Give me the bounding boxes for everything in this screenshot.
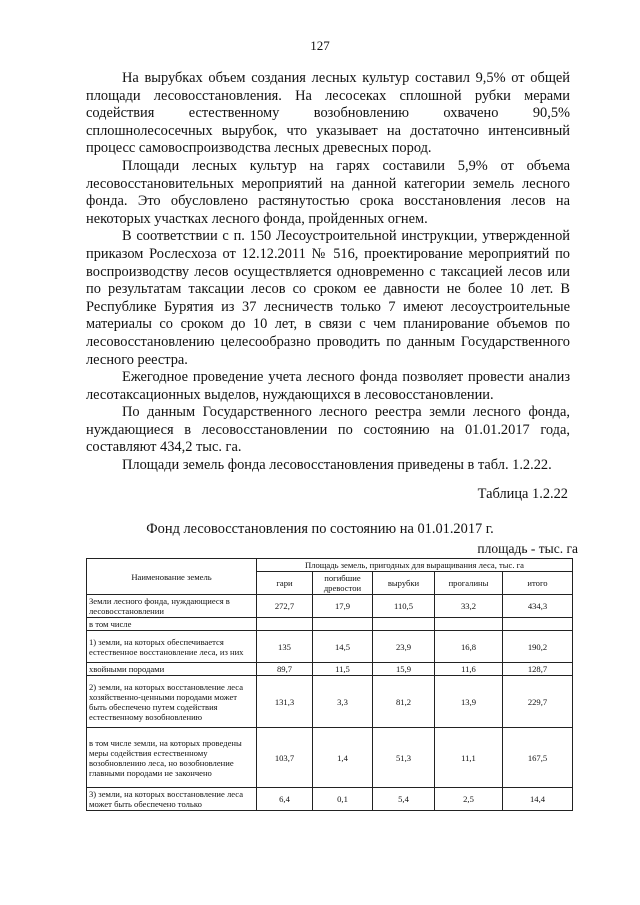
- header-col-glades: прогалины: [435, 572, 503, 595]
- cell-glades: 16,8: [435, 631, 503, 663]
- header-land-name: Наименование земель: [87, 559, 257, 595]
- header-group: Площадь земель, пригодных для выращивания леса, тыс. га: [257, 559, 573, 572]
- cell-burns: [257, 618, 313, 631]
- cell-clearcuts: 23,9: [373, 631, 435, 663]
- cell-dead-stands: 17,9: [313, 595, 373, 618]
- reforestation-table: [86, 558, 573, 811]
- cell-dead-stands: 0,1: [313, 788, 373, 811]
- paragraph-2: Площади лесных культур на гарях составили 5,9% от объема лесовосстановительных мероприятий на данной категории земель лесного фонда. Это обусловлено растянутостью срока восстановления лесов на некоторых участках лесного фонда, пройденных огнем.: [86, 157, 570, 227]
- row-name: хвойными породами: [87, 663, 257, 676]
- cell-total: 190,2: [503, 631, 573, 663]
- cell-glades: 2,5: [435, 788, 503, 811]
- table-units: площадь - тыс. га: [477, 541, 578, 556]
- cell-glades: 11,6: [435, 663, 503, 676]
- header-col-dead-stands: погибшие древостои: [313, 572, 373, 595]
- cell-clearcuts: 51,3: [373, 728, 435, 788]
- table-row: [87, 788, 573, 811]
- cell-total: 229,7: [503, 676, 573, 728]
- row-name: 1) земли, на которых обеспечивается естественное восстановление леса, из них: [87, 631, 257, 663]
- row-name: Земли лесного фонда, нуждающиеся в лесовосстановлении: [87, 595, 257, 618]
- cell-burns: 6,4: [257, 788, 313, 811]
- cell-total: 14,4: [503, 788, 573, 811]
- cell-total: 167,5: [503, 728, 573, 788]
- paragraph-6: Площади земель фонда лесовосстановления приведены в табл. 1.2.22.: [122, 457, 552, 474]
- cell-glades: 13,9: [435, 676, 503, 728]
- cell-clearcuts: 15,9: [373, 663, 435, 676]
- header-col-total: итого: [503, 572, 573, 595]
- cell-total: [503, 618, 573, 631]
- cell-burns: 131,3: [257, 676, 313, 728]
- table-row: [87, 663, 573, 676]
- cell-dead-stands: 1,4: [313, 728, 373, 788]
- paragraph-4: Ежегодное проведение учета лесного фонда позволяет провести анализ лесотаксационных выделов, нуждающихся в лесовосстановлении.: [86, 369, 570, 403]
- cell-burns: 89,7: [257, 663, 313, 676]
- cell-clearcuts: 110,5: [373, 595, 435, 618]
- header-col-clearcuts: вырубки: [373, 572, 435, 595]
- table-row: [87, 595, 573, 618]
- paragraph-1: На вырубках объем создания лесных культур составил 9,5% от общей площади лесовосстановления. На лесосеках сплошной рубки мерами содействия естественному возобновлению охвачено 90,5% сплошнолесосечных вырубок, что указывает на достаточно интенсивный процесс самовоспроизводства лесных древесных пород.: [86, 70, 570, 157]
- cell-burns: 135: [257, 631, 313, 663]
- table-row: [87, 631, 573, 663]
- row-name: в том числе земли, на которых проведены меры содействия естественному возобновлению леса, но возобновление главными породами не закончено: [87, 728, 257, 788]
- cell-total: 434,3: [503, 595, 573, 618]
- cell-clearcuts: 81,2: [373, 676, 435, 728]
- cell-burns: 272,7: [257, 595, 313, 618]
- cell-clearcuts: 5,4: [373, 788, 435, 811]
- row-name: 3) земли, на которых восстановление леса может быть обеспечено только: [87, 788, 257, 811]
- cell-dead-stands: [313, 618, 373, 631]
- cell-glades: [435, 618, 503, 631]
- cell-clearcuts: [373, 618, 435, 631]
- cell-burns: 103,7: [257, 728, 313, 788]
- page-number: 127: [310, 38, 330, 53]
- table-title: Фонд лесовосстановления по состоянию на 01.01.2017 г.: [146, 521, 494, 537]
- cell-glades: 33,2: [435, 595, 503, 618]
- cell-dead-stands: 3,3: [313, 676, 373, 728]
- header-col-burns: гари: [257, 572, 313, 595]
- table-row: [87, 728, 573, 788]
- body-text: [86, 70, 570, 475]
- paragraph-3: В соответствии с п. 150 Лесоустроительной инструкции, утвержденной приказом Рослесхоза от 12.12.2011 № 516, проектирование мероприятий по воспроизводству лесов осуществляется одновременно с таксацией лесов или по результатам таксации лесов со сроком ее давности не более 10 лет. В Республике Бурятия из 37 лесничеств только 7 имеют лесоустроительные материалы со сроком до 10 лет, в связи с чем планирование объемов по лесовосстановлению целесообразно проводить по данным Государственного лесного реестра.: [86, 228, 570, 368]
- cell-dead-stands: 11,5: [313, 663, 373, 676]
- row-name: 2) земли, на которых восстановление леса хозяйственно-ценными породами может быть обеспечено путем содействия естественному возобновлению: [87, 676, 257, 728]
- table-row: [87, 676, 573, 728]
- table-row: [87, 618, 573, 631]
- table-label: Таблица 1.2.22: [477, 486, 568, 502]
- paragraph-5: По данным Государственного лесного реестра земли лесного фонда, нуждающиеся в лесовосстановлении по состоянию на 01.01.2017 года, составляют 434,2 тыс. га.: [86, 404, 570, 456]
- cell-glades: 11,1: [435, 728, 503, 788]
- cell-total: 128,7: [503, 663, 573, 676]
- cell-dead-stands: 14,5: [313, 631, 373, 663]
- row-name: в том числе: [87, 618, 257, 631]
